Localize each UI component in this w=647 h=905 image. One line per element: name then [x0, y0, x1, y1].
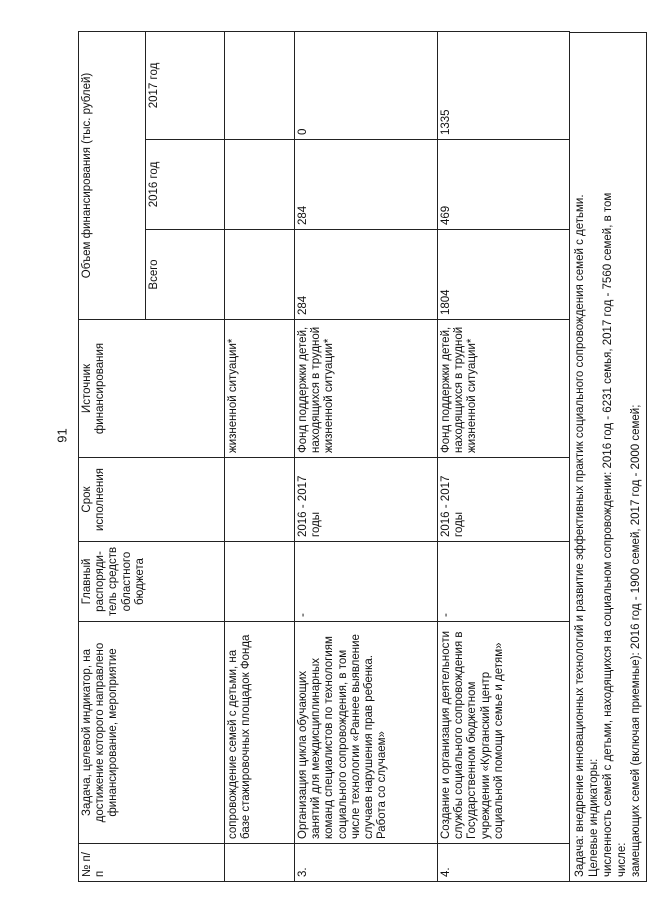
cell-source: жизненной ситуации* — [225, 320, 295, 458]
header-2016: 2016 год — [146, 140, 225, 230]
note-task: Задача: внедрение инновационных технологий и развитие эффективных практик социального сопровождения семей с детьми. — [574, 194, 586, 877]
task-notes — [570, 32, 647, 882]
note-including: числе: — [616, 842, 628, 877]
cell-term: 2016 - 2017 годы — [438, 458, 570, 542]
table-row — [438, 31, 570, 881]
header-source: Источник финансирования — [79, 320, 225, 458]
cell-2017 — [225, 31, 295, 139]
cell-source: Фонд поддержки детей, находящихся в трудной жизненной ситуации* — [438, 320, 570, 458]
header-manager: Главный распоряди- тель средств областного бюджета — [79, 542, 225, 622]
cell-num: 3. — [295, 844, 438, 882]
funding-table — [78, 31, 570, 882]
rotated-table-wrapper — [78, 32, 642, 882]
header-total: Всего — [146, 230, 225, 320]
cell-2017: 0 — [295, 31, 438, 139]
cell-term: 2016 - 2017 годы — [295, 458, 438, 542]
cell-term — [225, 458, 295, 542]
cell-task: Создание и организация деятельности службы социального сопровождения в Государственном бюджетном учреждении «Курганский центр социальной помощи семье и детям» — [438, 622, 570, 844]
note-foster: замещающих семей (включая приемные): 2016 год - 1900 семей, 2017 год - 2000 семей; — [630, 404, 642, 877]
header-row-1 — [79, 31, 146, 881]
cell-manager: - — [295, 542, 438, 622]
table-row — [295, 31, 438, 881]
table-row — [225, 31, 295, 881]
cell-2016 — [225, 140, 295, 230]
header-2017: 2017 год — [146, 31, 225, 139]
cell-total: 284 — [295, 230, 438, 320]
note-families: численность семей с детьми, находящихся на социальном сопровождении: 2016 год - 6231 семья, 2017 год - 7560 семей, в том — [602, 192, 614, 877]
cell-total: 1804 — [438, 230, 570, 320]
header-task: Задача, целевой индикатор, на достижение которого направлено финансирование, мероприятие — [79, 622, 225, 844]
cell-2016: 469 — [438, 140, 570, 230]
cell-total — [225, 230, 295, 320]
cell-num — [225, 844, 295, 882]
page-number: 91 — [54, 428, 70, 443]
cell-manager — [225, 542, 295, 622]
header-funding: Объем финансирования (тыс. рублей) — [79, 31, 146, 319]
header-num: № п/п — [79, 844, 225, 882]
header-term: Срок исполнения — [79, 458, 225, 542]
cell-source: Фонд поддержки детей, находящихся в трудной жизненной ситуации* — [295, 320, 438, 458]
cell-2016: 284 — [295, 140, 438, 230]
note-indicators: Целевые индикаторы: — [588, 758, 600, 877]
cell-task: сопровождение семей с детьми, на базе стажировочных площадок Фонда — [225, 622, 295, 844]
cell-manager: - — [438, 542, 570, 622]
cell-num: 4. — [438, 844, 570, 882]
cell-task: Организация цикла обучающих занятий для междисциплинарных команд специалистов по технологиям социального сопровождения, в том числе технологии «Раннее выявление случаев нарушения прав ребенка. Работа со случаем» — [295, 622, 438, 844]
cell-2017: 1335 — [438, 31, 570, 139]
